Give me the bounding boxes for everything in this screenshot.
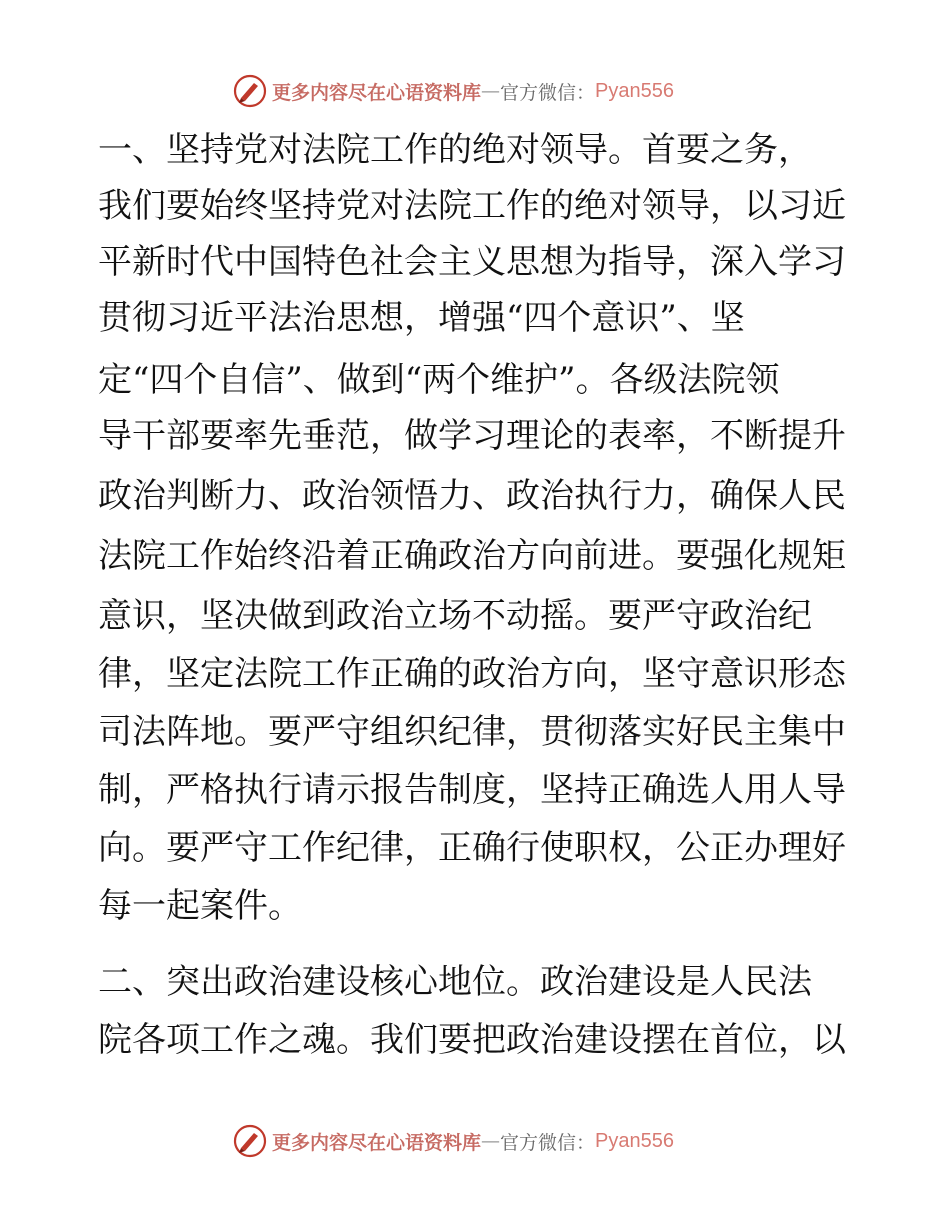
body-line: 定“四个自信”、做到“两个维护”。各级法院领: [98, 360, 780, 400]
body-line: 平新时代中国特色社会主义思想为指导，深入学习: [98, 242, 846, 282]
body-line: 法院工作始终沿着正确政治方向前进。要强化规矩: [98, 536, 846, 576]
pen-circle-logo-icon: [232, 73, 268, 109]
body-line: 我们要始终坚持党对法院工作的绝对领导，以习近: [98, 186, 846, 226]
watermark-account: Pyan556: [595, 1129, 674, 1152]
watermark-dash: —: [481, 1130, 501, 1152]
body-line: 二、突出政治建设核心地位。政治建设是人民法: [98, 962, 812, 1002]
watermark-text: 更多内容尽在心语资料库: [272, 81, 482, 104]
pen-circle-logo-icon: [232, 1123, 268, 1159]
body-line: 每一起案件。: [98, 886, 302, 926]
watermark-official: 官方微信：: [500, 81, 596, 104]
body-line: 政治判断力、政治领悟力、政治执行力，确保人民: [98, 476, 846, 516]
watermark-account: Pyan556: [595, 79, 674, 102]
watermark-dash: —: [481, 80, 501, 102]
body-line: 意识，坚决做到政治立场不动摇。要严守政治纪: [98, 596, 812, 636]
body-line: 导干部要率先垂范，做学习理论的表率，不断提升: [98, 416, 846, 456]
body-line: 制，严格执行请示报告制度，坚持正确选人用人导: [98, 770, 846, 810]
body-line: 院各项工作之魂。我们要把政治建设摆在首位，以: [98, 1020, 846, 1060]
header-watermark: [232, 71, 674, 111]
body-line: 一、坚持党对法院工作的绝对领导。首要之务，: [98, 130, 812, 170]
body-line: 贯彻习近平法治思想，增强“四个意识”、坚: [98, 298, 745, 338]
footer-watermark: [232, 1121, 674, 1161]
body-line: 律，坚定法院工作正确的政治方向，坚守意识形态: [98, 654, 846, 694]
watermark-text: 更多内容尽在心语资料库: [272, 1131, 482, 1154]
body-line: 向。要严守工作纪律，正确行使职权，公正办理好: [98, 828, 846, 868]
body-line: 司法阵地。要严守组织纪律，贯彻落实好民主集中: [98, 712, 846, 752]
watermark-official: 官方微信：: [500, 1131, 596, 1154]
